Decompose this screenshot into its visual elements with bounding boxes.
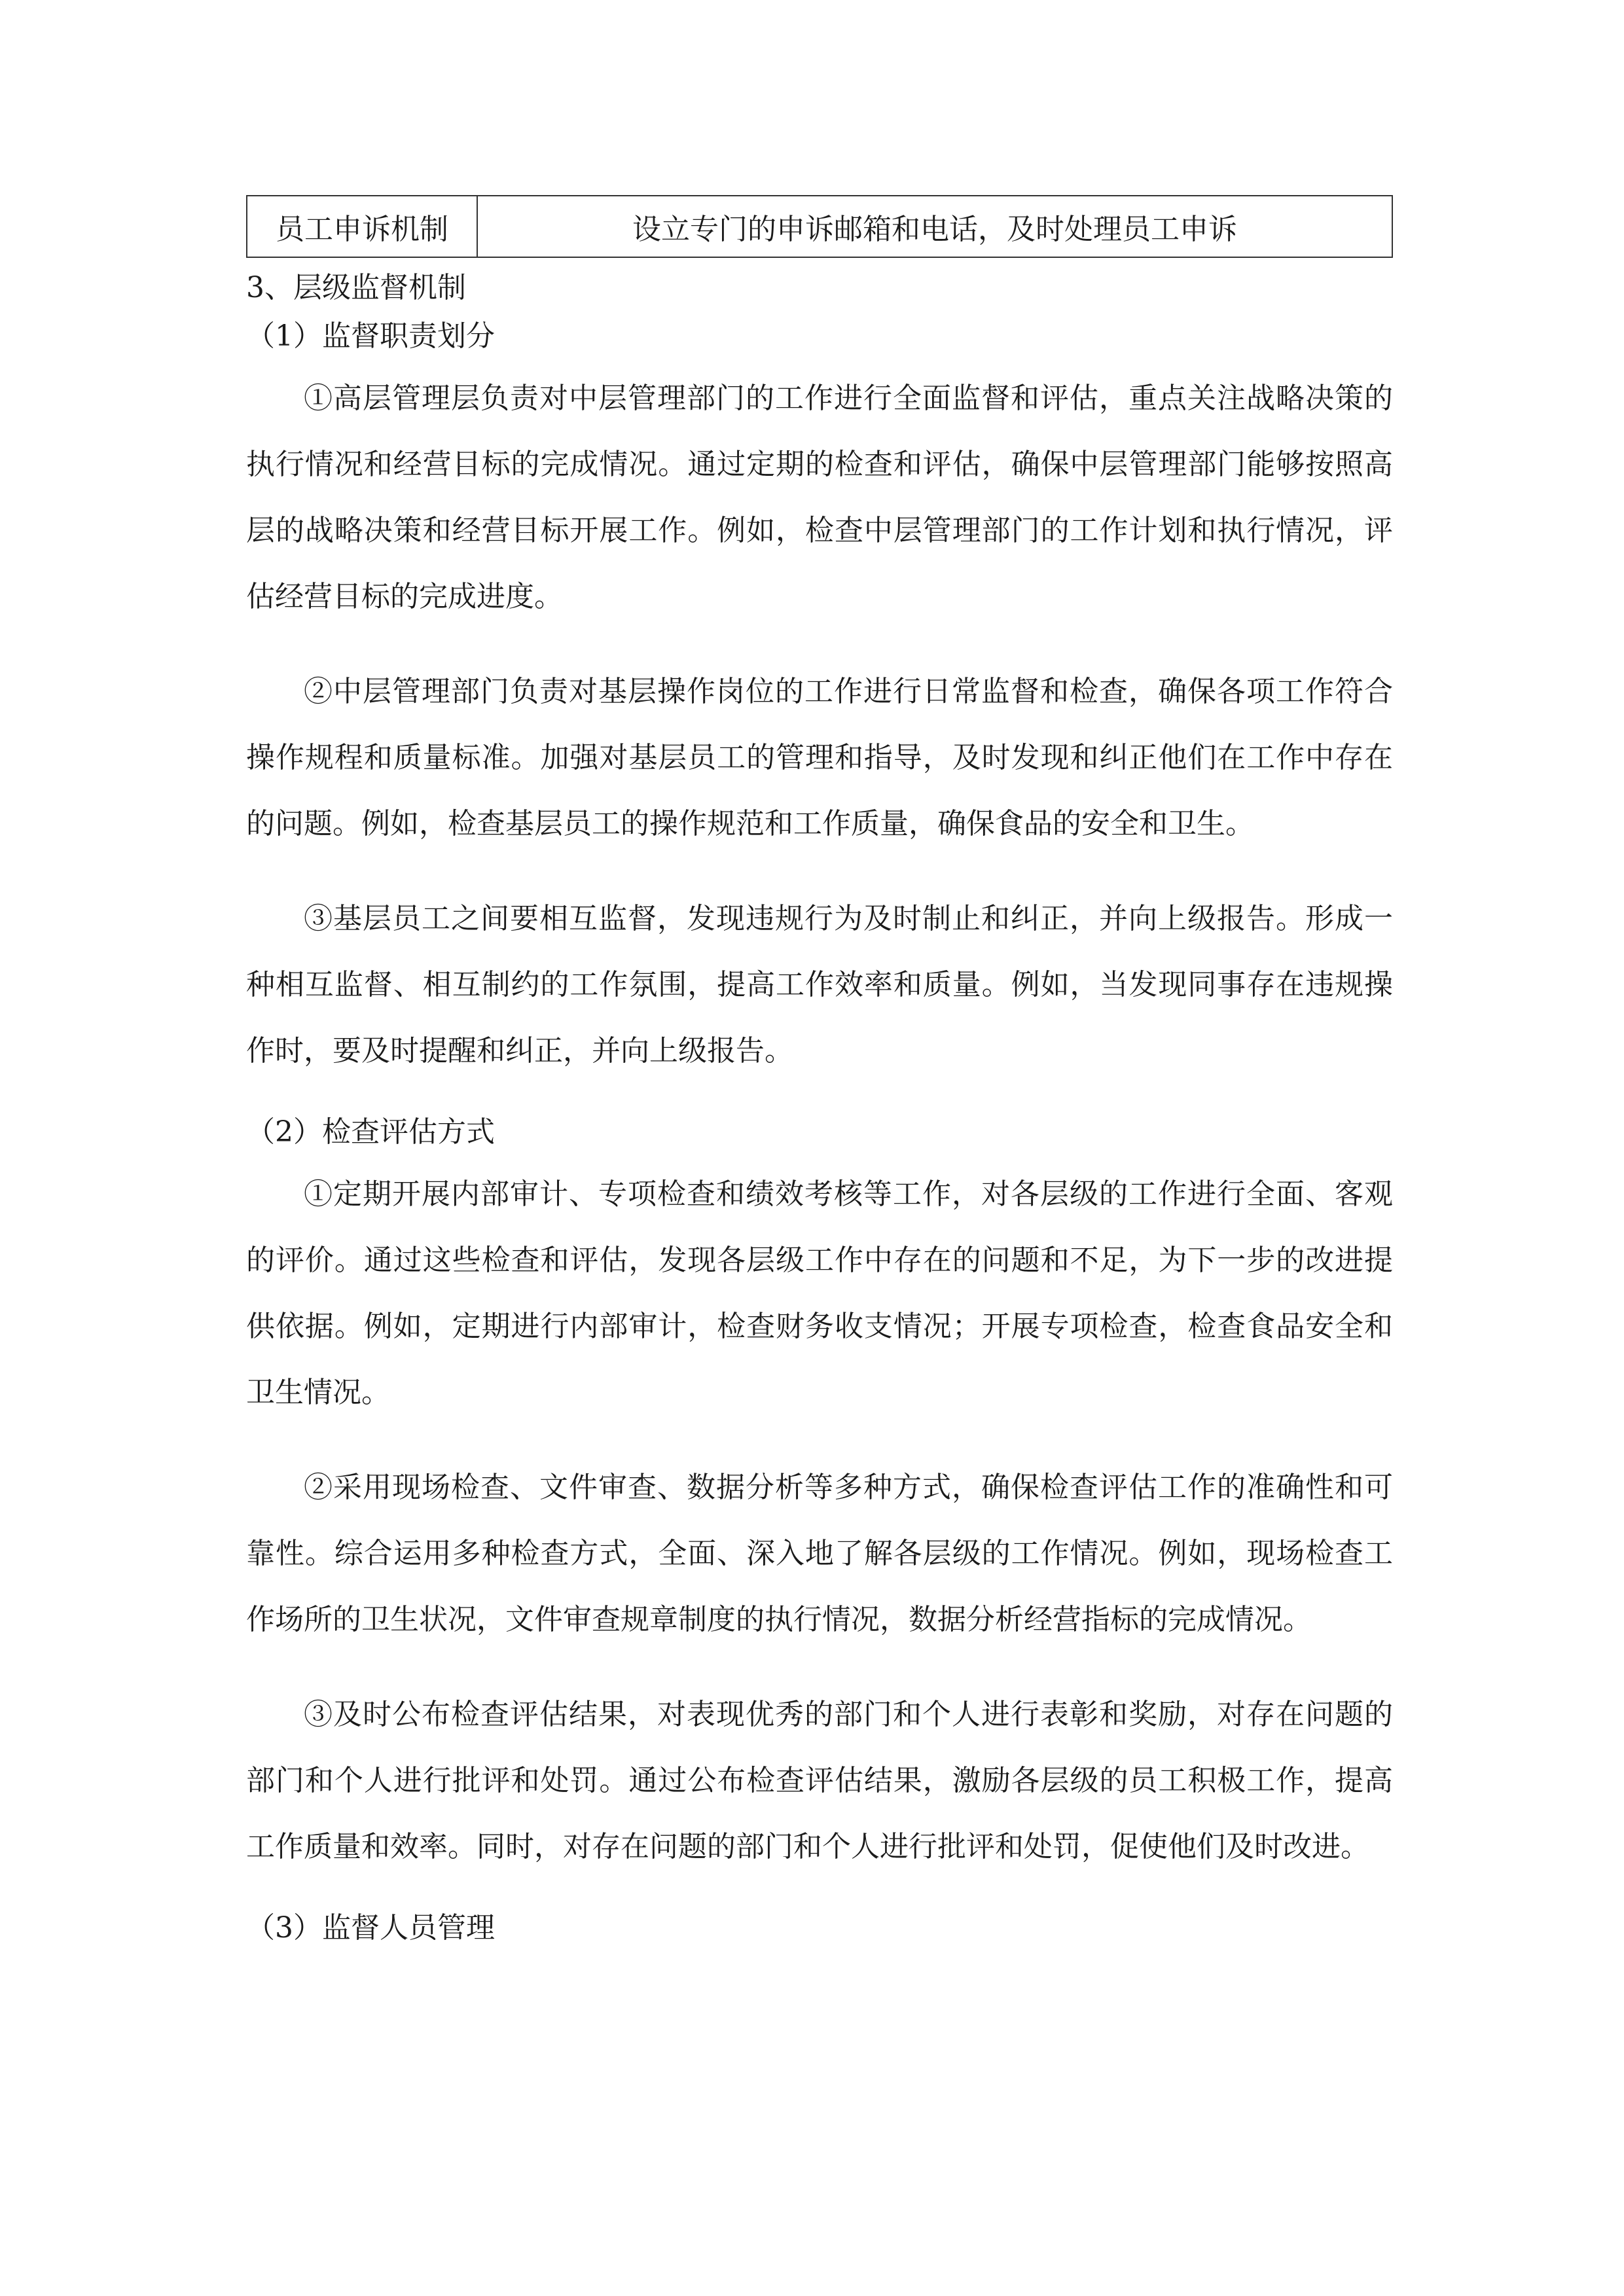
paragraph: ②采用现场检查、文件审查、数据分析等多种方式，确保检查评估工作的准确性和可靠性。综合运用多种检查方式，全面、深入地了解各层级的工作情况。例如，现场检查工作场所的卫生状况，文件审查规章制度的执行情况，数据分析经营指标的完成情况。: [246, 1471, 1393, 1636]
mechanism-table: [246, 195, 1393, 258]
section-heading: 3、层级监督机制: [246, 271, 466, 304]
table-cell-name: 员工申诉机制: [247, 196, 477, 257]
paragraph: ①高层管理层负责对中层管理部门的工作进行全面监督和评估，重点关注战略决策的执行情况和经营目标的完成情况。通过定期的检查和评估，确保中层管理部门能够按照高层的战略决策和经营目标开展工作。例如，检查中层管理部门的工作计划和执行情况，评估经营目标的完成进度。: [246, 382, 1393, 613]
paragraph: ②中层管理部门负责对基层操作岗位的工作进行日常监督和检查，确保各项工作符合操作规程和质量标准。加强对基层员工的管理和指导，及时发现和纠正他们在工作中存在的问题。例如，检查基层员工的操作规范和工作质量，确保食品的安全和卫生。: [246, 675, 1393, 840]
subsection-heading: （2）检查评估方式: [246, 1115, 495, 1149]
table-cell-desc: 设立专门的申诉邮箱和电话，及时处理员工申诉: [477, 196, 1392, 257]
subsection-heading: （3）监督人员管理: [246, 1911, 495, 1945]
subsection-heading: （1）监督职责划分: [246, 319, 495, 353]
paragraph: ③及时公布检查评估结果，对表现优秀的部门和个人进行表彰和奖励，对存在问题的部门和个人进行批评和处罚。通过公布检查评估结果，激励各层级的员工积极工作，提高工作质量和效率。同时，对存在问题的部门和个人进行批评和处罚，促使他们及时改进。: [246, 1698, 1393, 1863]
paragraph: ③基层员工之间要相互监督，发现违规行为及时制止和纠正，并向上级报告。形成一种相互监督、相互制约的工作氛围，提高工作效率和质量。例如，当发现同事存在违规操作时，要及时提醒和纠正，并向上级报告。: [246, 902, 1393, 1067]
document-page: [246, 195, 1393, 1948]
table-row: [247, 196, 1392, 257]
paragraph: ①定期开展内部审计、专项检查和绩效考核等工作，对各层级的工作进行全面、客观的评价。通过这些检查和评估，发现各层级工作中存在的问题和不足，为下一步的改进提供依据。例如，定期进行内部审计，检查财务收支情况；开展专项检查，检查食品安全和卫生情况。: [246, 1177, 1393, 1409]
